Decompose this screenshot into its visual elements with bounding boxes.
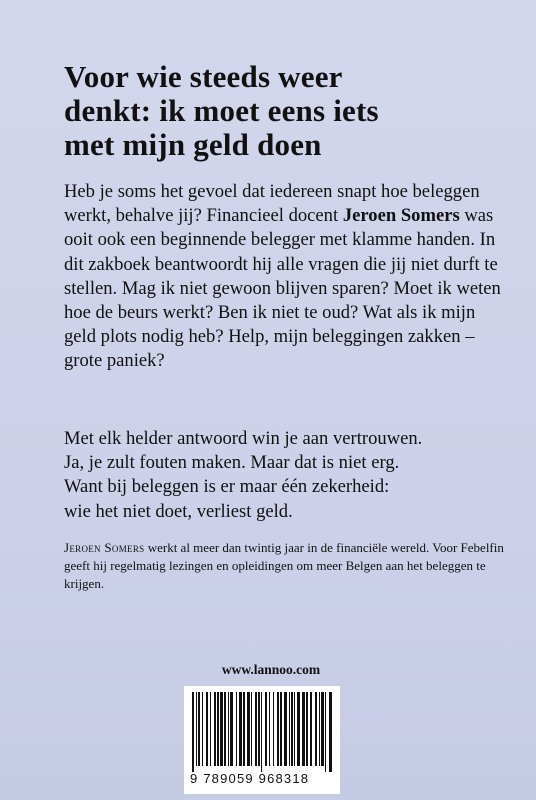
barcode-bar [258, 692, 260, 766]
barcode-bar [310, 692, 312, 766]
barcode-bars [190, 692, 334, 772]
barcode-bar [198, 692, 200, 766]
barcode-bar [236, 692, 237, 766]
author-bio [64, 539, 524, 593]
intro-paragraph [64, 180, 504, 374]
barcode-bar [202, 692, 203, 766]
isbn-number: 9 789059 968318 [190, 771, 310, 786]
barcode-bar [230, 692, 233, 766]
barcode-bar [277, 692, 279, 766]
barcode-bar [289, 692, 290, 766]
barcode-bar [321, 692, 324, 766]
bio-author-name: Jeroen Somers [64, 540, 145, 555]
barcode-bar [325, 692, 326, 772]
barcode-bar [306, 692, 308, 766]
barcode-bar [261, 692, 262, 772]
barcode-bar [247, 692, 250, 766]
headline-line-1: Voor wie steeds weer [64, 59, 343, 94]
author-name: Jeroen Somers [342, 205, 460, 227]
barcode-bar [206, 692, 208, 766]
headline-line-3: met mijn geld doen [64, 127, 322, 162]
barcode [184, 686, 340, 794]
barcode-bar [315, 692, 317, 766]
barcode-bar [214, 692, 216, 766]
barcode-bar [220, 692, 223, 766]
barcode-bar [228, 692, 229, 766]
barcode-bar [273, 692, 274, 766]
barcode-bar [192, 692, 194, 772]
publisher-website: www.lannoo.com [221, 662, 321, 677]
intro-text-part-1: Heb je soms het gevoel dat iedereen snapt hoe beleggen werkt, behalve jij? Financieel docent [64, 181, 480, 227]
barcode-bar [251, 692, 252, 766]
barcode-bar [319, 692, 320, 766]
barcode-bar [269, 692, 270, 766]
barcode-bar [297, 692, 300, 766]
barcode-bar [294, 692, 295, 766]
barcode-bar [329, 692, 332, 772]
closing-line-3: Want bij beleggen is er maar één zekerheid: [64, 476, 390, 498]
barcode-bar [255, 692, 257, 766]
barcode-bar [239, 692, 242, 766]
headline-line-2: denkt: ik moet eens iets [64, 93, 379, 128]
barcode-bar [196, 692, 197, 766]
closing-line-1: Met elk helder antwoord win je aan vertrouwen. [64, 428, 423, 449]
barcode-bar [210, 692, 211, 766]
closing-paragraph [64, 427, 504, 524]
barcode-bar [280, 692, 282, 766]
closing-line-2: Ja, je zult fouten maken. Maar dat is niet erg. [64, 452, 400, 474]
barcode-bar [291, 692, 293, 766]
headline [64, 60, 504, 162]
barcode-bar [217, 692, 219, 766]
barcode-bar [243, 692, 245, 766]
barcode-bar [265, 692, 267, 766]
closing-line-4: wie het niet doet, verliest geld. [64, 500, 293, 522]
bio-text: werkt al meer dan twintig jaar in de financiële wereld. Voor Febelfin geeft hij regelmatig lezingen en opleidingen om meer Belgen aan het beleggen te krijgen. [64, 540, 504, 591]
barcode-bar [302, 692, 305, 766]
barcode-bar [284, 692, 287, 766]
barcode-bar [224, 692, 226, 766]
intro-text-part-2: was ooit ook een beginnende belegger met klamme handen. In dit zakboek beantwoordt hij alle vragen die jij niet durft te stellen. Mag ik niet gewoon blijven sparen? Moet ik weten hoe de beurs werkt? Ben ik niet te oud? Wat als ik mijn geld plots nodig heb? Help, mijn beleggingen zakken – grote paniek? [64, 205, 501, 372]
